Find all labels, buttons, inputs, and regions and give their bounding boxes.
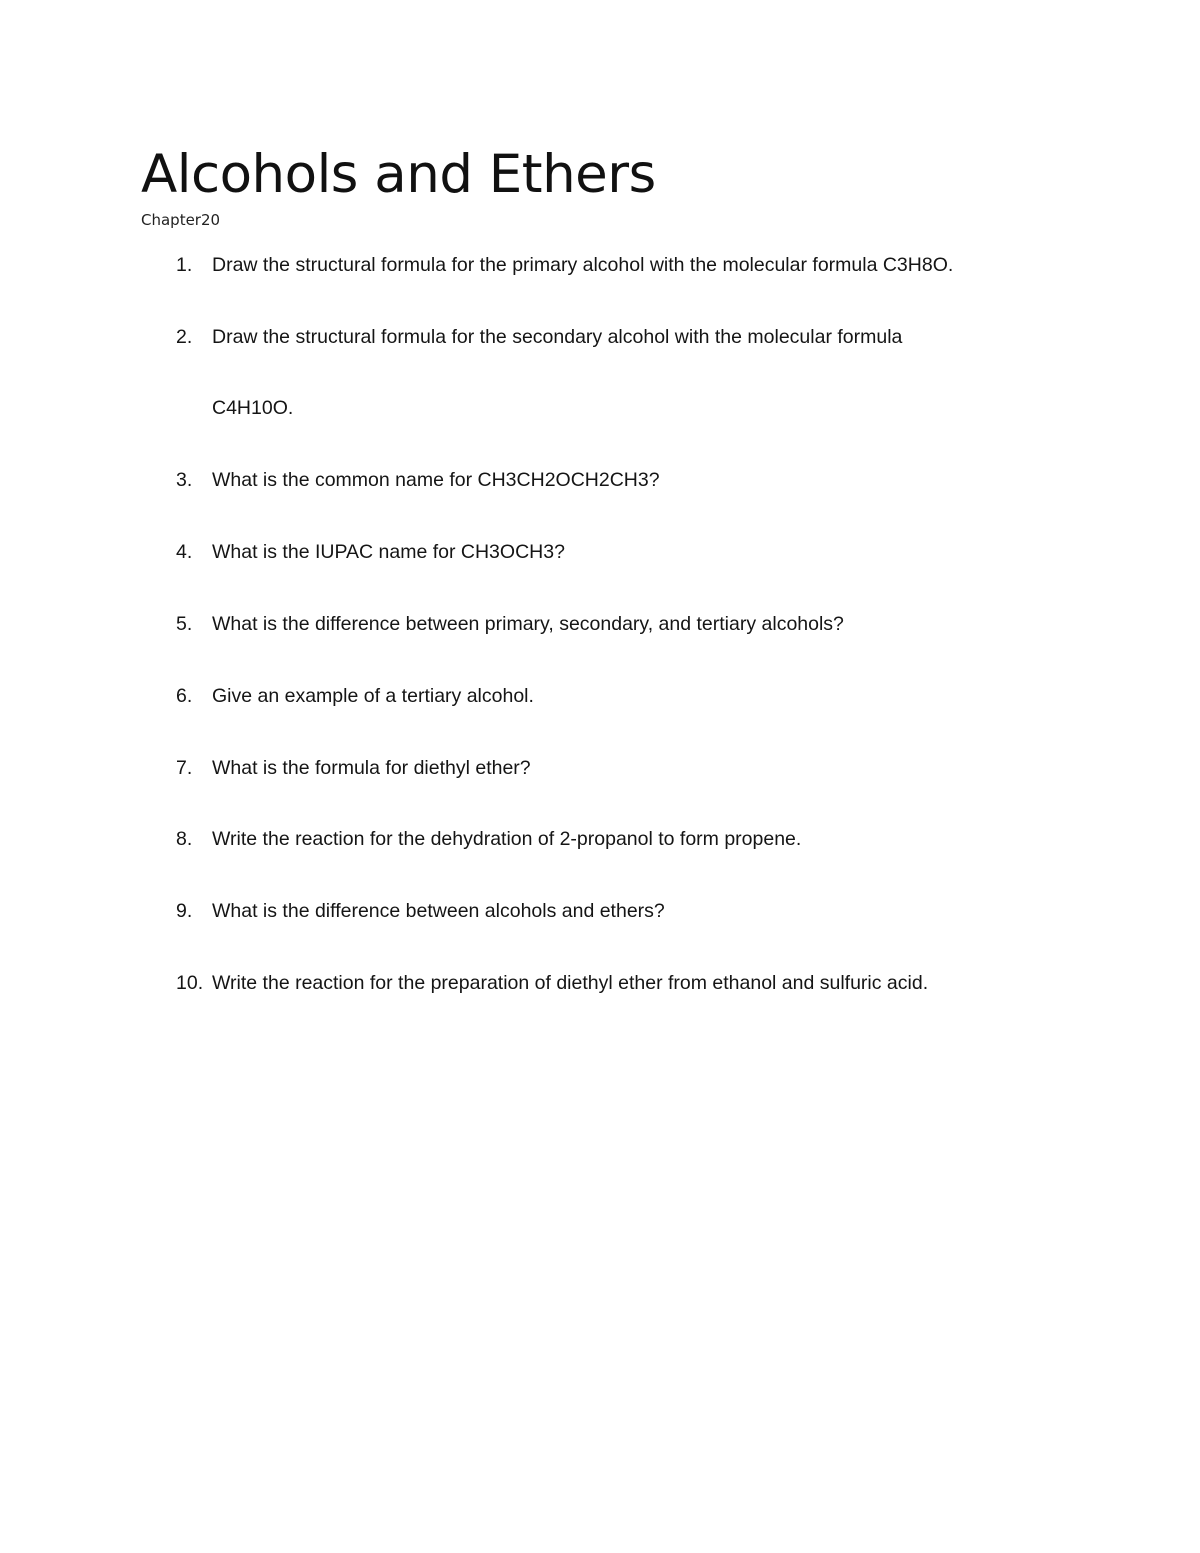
question-text: Draw the structural formula for the secondary alcohol with the molecular formula <box>212 326 903 348</box>
question-item-8 <box>176 824 801 854</box>
question-text: Give an example of a tertiary alcohol. <box>212 685 534 707</box>
question-2-continuation: C4H10O. <box>212 397 294 419</box>
question-text: What is the formula for diethyl ether? <box>212 757 531 779</box>
question-text: Write the reaction for the preparation of diethyl ether from ethanol and sulfuric acid. <box>212 972 929 994</box>
question-text: Draw the structural formula for the primary alcohol with the molecular formula C3H8O. <box>212 254 954 276</box>
question-text: What is the IUPAC name for CH3OCH3? <box>212 541 565 563</box>
question-item-9 <box>176 896 665 926</box>
question-item-2 <box>176 322 902 352</box>
question-item-5 <box>176 609 844 639</box>
question-number: 8. <box>176 828 193 850</box>
chapter-subtitle: Chapter20 <box>141 211 221 229</box>
question-number: 1. <box>176 254 193 276</box>
question-item-3 <box>176 465 660 495</box>
question-number: 7. <box>176 757 193 779</box>
question-number: 5. <box>176 613 193 635</box>
question-item-6 <box>176 681 534 711</box>
question-text: What is the common name for CH3CH2OCH2CH3? <box>212 469 660 491</box>
question-number: 10. <box>176 972 204 994</box>
question-item-1 <box>176 250 953 280</box>
question-text: Write the reaction for the dehydration of 2-propanol to form propene. <box>212 828 802 850</box>
question-number: 3. <box>176 469 193 491</box>
question-text: What is the difference between alcohols and ethers? <box>212 900 665 922</box>
question-number: 9. <box>176 900 193 922</box>
question-text: What is the difference between primary, secondary, and tertiary alcohols? <box>212 613 844 635</box>
question-item-4 <box>176 537 565 567</box>
question-item-7 <box>176 753 531 783</box>
question-number: 4. <box>176 541 193 563</box>
page-title: Alcohols and Ethers <box>141 144 656 205</box>
question-number: 6. <box>176 685 193 707</box>
question-number: 2. <box>176 326 193 348</box>
question-item-10 <box>176 968 928 998</box>
